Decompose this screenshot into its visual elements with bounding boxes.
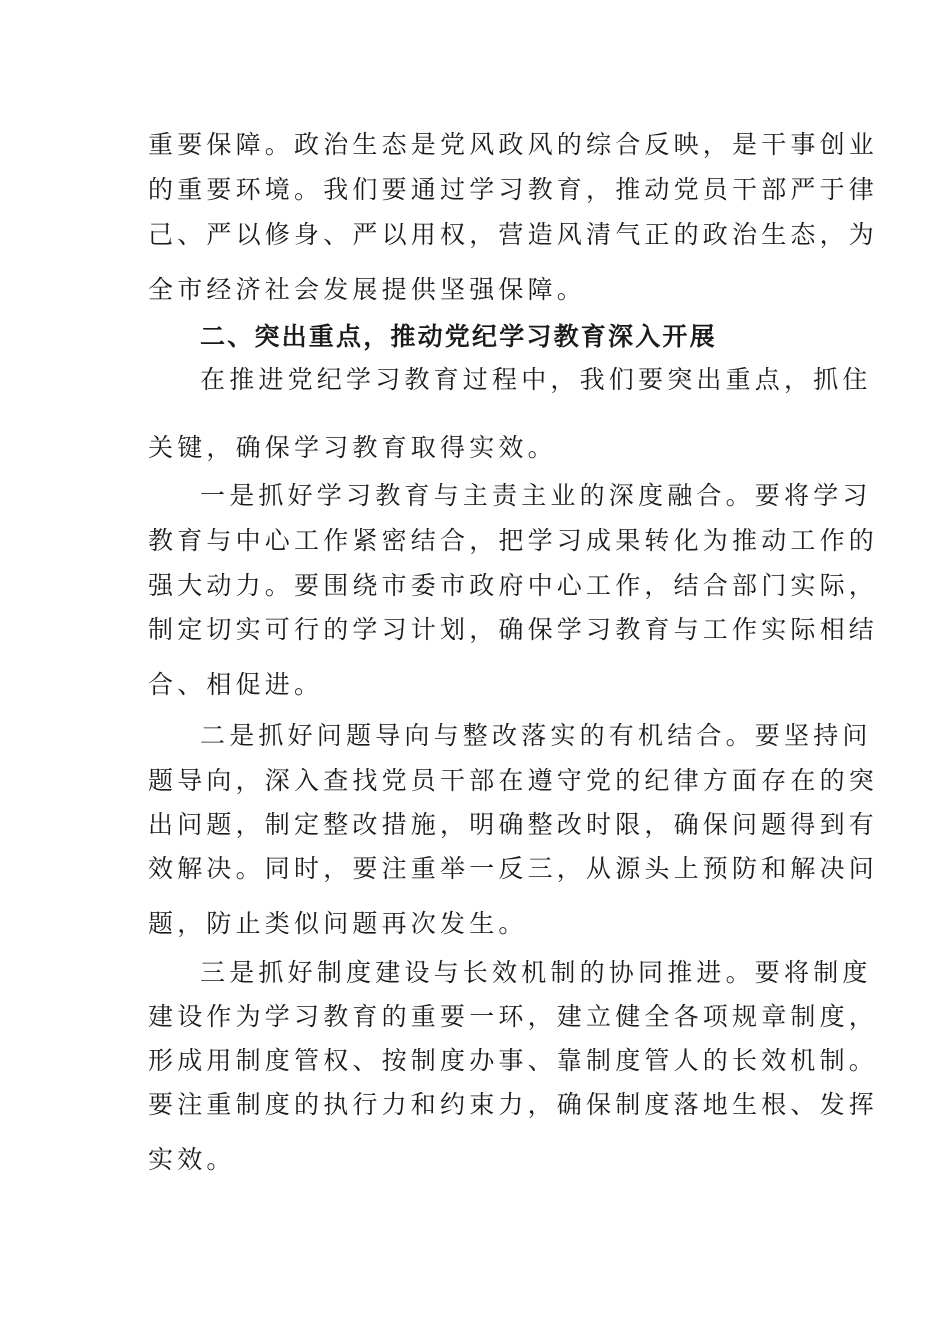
paragraph-line: 在推进党纪学习教育过程中，我们要突出重点，抓住 — [200, 365, 872, 394]
paragraph-line: 的重要环境。我们要通过学习教育，推动党员干部严于律 — [148, 175, 879, 204]
paragraph-line: 出问题，制定整改措施，明确整改时限，确保问题得到有 — [148, 810, 879, 839]
paragraph-line: 合、相促进。 — [148, 670, 324, 699]
paragraph-line: 强大动力。要围绕市委市政府中心工作，结合部门实际， — [148, 571, 879, 600]
paragraph-2 — [148, 360, 872, 462]
section-heading: 二、突出重点，推动党纪学习教育深入开展 — [200, 322, 717, 351]
paragraph-line: 重要保障。政治生态是党风政风的综合反映，是干事创业 — [148, 130, 879, 159]
paragraph-1 — [148, 125, 879, 305]
paragraph-line: 实效。 — [148, 1145, 236, 1174]
paragraph-5 — [148, 953, 879, 1174]
paragraph-line: 三是抓好制度建设与长效机制的协同推进。要将制度 — [200, 958, 872, 987]
paragraph-line: 要注重制度的执行力和约束力，确保制度落地生根、发挥 — [148, 1090, 879, 1119]
paragraph-line: 题，防止类似问题再次发生。 — [148, 909, 528, 938]
paragraph-line: 二是抓好问题导向与整改落实的有机结合。要坚持问 — [200, 721, 872, 750]
paragraph-line: 教育与中心工作紧密结合，把学习成果转化为推动工作的 — [148, 526, 879, 555]
paragraph-line: 己、严以修身、严以用权，营造风清气正的政治生态，为 — [148, 220, 879, 249]
paragraph-line: 制定切实可行的学习计划，确保学习教育与工作实际相结 — [148, 615, 879, 644]
paragraph-line: 效解决。同时，要注重举一反三，从源头上预防和解决问 — [148, 854, 879, 883]
paragraph-line: 关键，确保学习教育取得实效。 — [148, 433, 557, 462]
paragraph-line: 一是抓好学习教育与主责主业的深度融合。要将学习 — [200, 481, 872, 510]
paragraph-line: 全市经济社会发展提供坚强保障。 — [148, 275, 587, 304]
paragraph-3 — [148, 476, 879, 699]
paragraph-line: 题导向，深入查找党员干部在遵守党的纪律方面存在的突 — [148, 766, 879, 795]
paragraph-line: 形成用制度管权、按制度办事、靠制度管人的长效机制。 — [148, 1046, 879, 1075]
paragraph-line: 建设作为学习教育的重要一环，建立健全各项规章制度， — [148, 1002, 879, 1031]
paragraph-4 — [148, 716, 879, 938]
